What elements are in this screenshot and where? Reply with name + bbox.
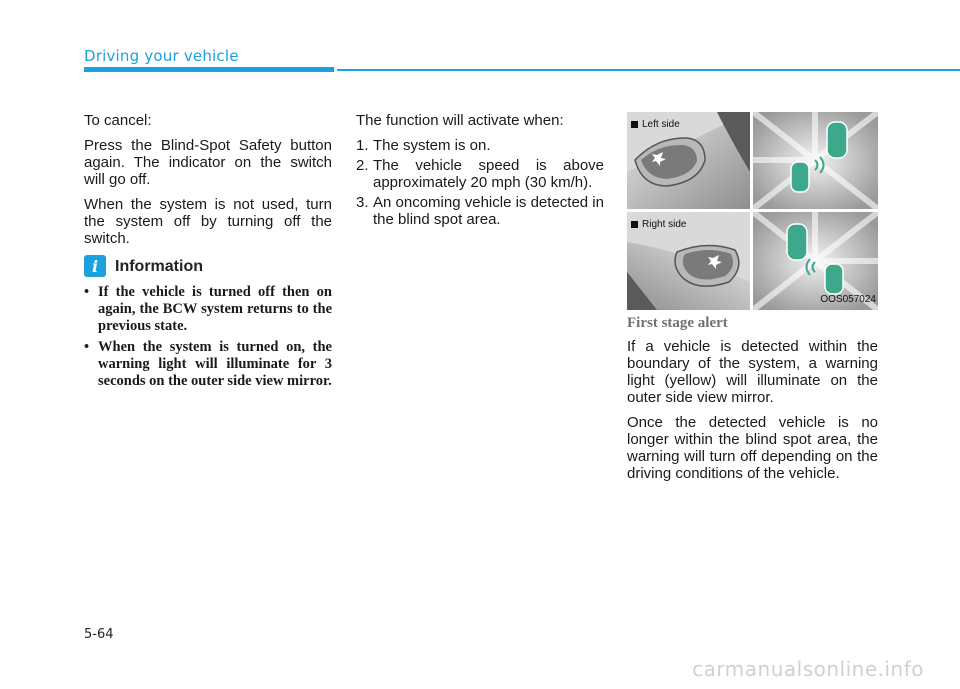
host-car-icon xyxy=(787,224,807,260)
left-mirror-photo xyxy=(627,112,750,209)
information-title: Information xyxy=(115,257,203,275)
header-bar-thin xyxy=(337,69,960,71)
activation-conditions xyxy=(356,137,604,228)
page-number: 5-64 xyxy=(84,627,114,642)
first-stage-paragraph-2: Once the detected vehicle is no longer within the blind spot area, the warning will turn off depending on the driving conditions of the vehicle. xyxy=(627,414,878,482)
unused-instruction: When the system is not used, turn the system off by turning off the switch. xyxy=(84,196,332,247)
information-list xyxy=(84,284,332,390)
host-car-icon xyxy=(827,122,847,158)
oncoming-car-icon xyxy=(825,264,843,294)
watermark: carmanualsonline.info xyxy=(692,657,924,681)
middle-column xyxy=(356,112,604,231)
blind-spot-figure xyxy=(627,112,878,310)
right-detection-zone xyxy=(753,212,878,310)
first-stage-paragraph-1: If a vehicle is detected within the boundary of the system, a warning light (yellow) will illuminate on the outer side view mirror. xyxy=(627,338,878,406)
right-mirror-photo xyxy=(627,212,750,310)
information-item: • If the vehicle is turned off then on again, the BCW system returns to the previous state. xyxy=(84,284,332,334)
condition-item: 3. An oncoming vehicle is detected in the blind spot area. xyxy=(356,194,604,228)
left-radar-illustration xyxy=(753,112,878,209)
information-header xyxy=(84,255,332,277)
section-title: Driving your vehicle xyxy=(84,47,239,65)
information-item: • When the system is turned on, the warning light will illuminate for 3 seconds on the outer side view mirror. xyxy=(84,339,332,389)
first-stage-alert-heading: First stage alert xyxy=(627,315,728,331)
left-column xyxy=(84,112,332,394)
condition-item: 2. The vehicle speed is above approximately 20 mph (30 km/h). xyxy=(356,157,604,191)
header-bar-thick xyxy=(84,67,334,72)
figure-code: OOS057024 xyxy=(820,294,876,305)
oncoming-car-icon xyxy=(791,162,809,192)
label-left-side: Left side xyxy=(631,116,680,133)
left-detection-zone xyxy=(753,112,878,209)
right-column xyxy=(627,112,878,490)
label-right-side: Right side xyxy=(631,216,686,233)
cancel-heading: To cancel: xyxy=(84,112,152,129)
condition-item: 1. The system is on. xyxy=(356,137,491,154)
information-icon: i xyxy=(84,255,106,277)
cancel-instruction: Press the Blind-Spot Safety button again. The indicator on the switch will go off. xyxy=(84,137,332,188)
activation-intro: The function will activate when: xyxy=(356,112,564,129)
